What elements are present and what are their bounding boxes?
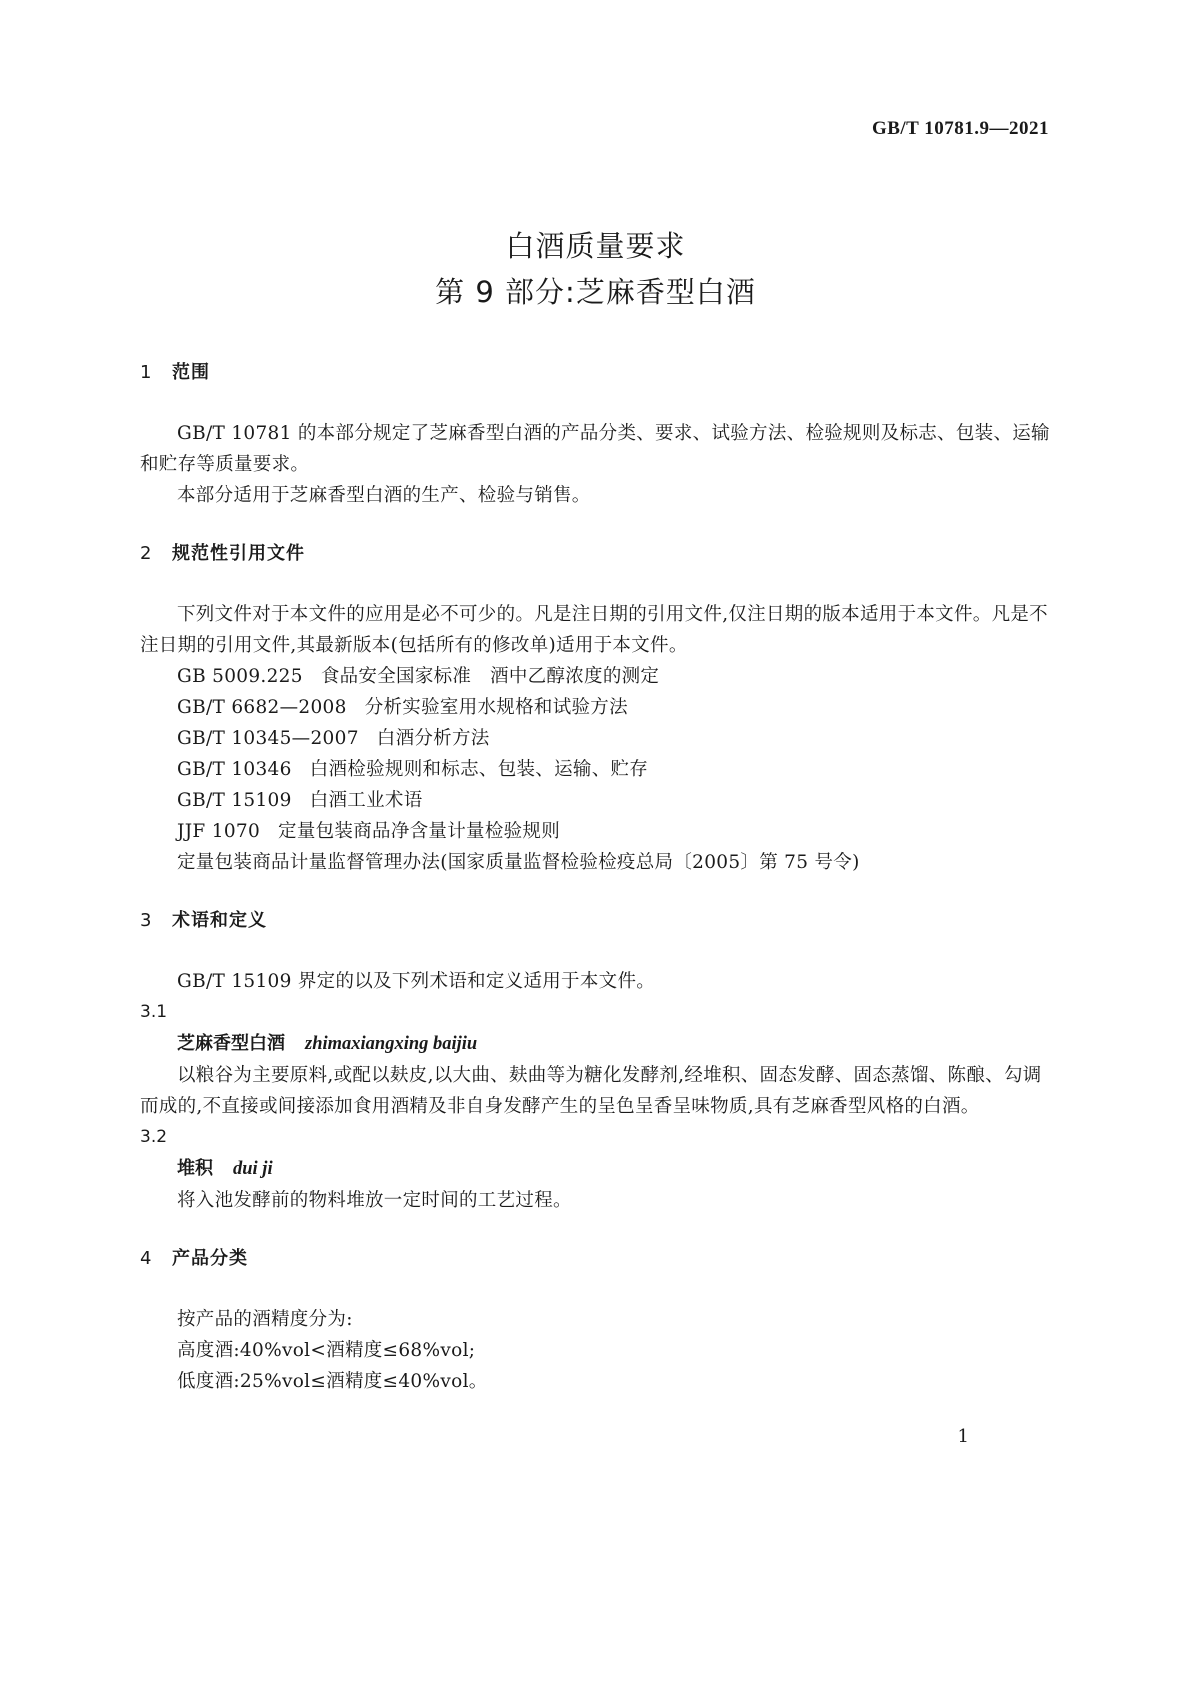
- section-heading-references: [140, 539, 1055, 565]
- classification-line: 按产品的酒精度分为:: [177, 1309, 353, 1330]
- document-body: [140, 358, 1055, 1397]
- term-heading: 堆积 dui ji: [177, 1158, 273, 1179]
- term-definition: 以粮谷为主要原料,或配以麸皮,以大曲、麸曲等为糖化发酵剂,经堆积、固态发酵、固态蒸馏、陈酿、勾调而成的,不直接或间接添加食用酒精及非自身发酵产生的呈色呈香呈味物质,具有芝麻香型风格的白酒。: [140, 1065, 1042, 1117]
- term-number: 3.1: [140, 1002, 168, 1022]
- section-title: 产品分类: [172, 1248, 248, 1269]
- reference-item: GB/T 6682—2008 分析实验室用水规格和试验方法: [177, 697, 628, 718]
- section-number: 2: [140, 543, 153, 564]
- document-title: 白酒质量要求: [505, 229, 686, 263]
- section-heading-scope: [140, 358, 1055, 384]
- scope-applicability: 本部分适用于芝麻香型白酒的生产、检验与销售。: [177, 485, 591, 506]
- section-title: 术语和定义: [172, 910, 267, 931]
- terms-intro: GB/T 15109 界定的以及下列术语和定义适用于本文件。: [177, 971, 656, 992]
- section-number: 4: [140, 1248, 153, 1269]
- scope-paragraph: GB/T 10781 的本部分规定了芝麻香型白酒的产品分类、要求、试验方法、检验规则及标志、包装、运输和贮存等质量要求。: [140, 423, 1050, 475]
- term-heading: 芝麻香型白酒 zhimaxiangxing baijiu: [177, 1033, 478, 1054]
- section-title: 规范性引用文件: [172, 543, 305, 564]
- reference-item: GB/T 15109 白酒工业术语: [177, 790, 423, 811]
- reference-item: GB/T 10345—2007 白酒分析方法: [177, 728, 490, 749]
- section-number: 3: [140, 910, 153, 931]
- section-number: 1: [140, 362, 153, 383]
- section-heading-terms: [140, 906, 1055, 932]
- section-heading-classification: [140, 1244, 1055, 1270]
- document-subtitle: 第 9 部分:芝麻香型白酒: [435, 275, 756, 309]
- term-definition: 将入池发酵前的物料堆放一定时间的工艺过程。: [177, 1190, 572, 1211]
- section-title: 范围: [172, 362, 210, 383]
- standard-code: GB/T 10781.9—2021: [871, 118, 1049, 139]
- classification-line: 低度酒:25%vol≤酒精度≤40%vol。: [177, 1371, 488, 1392]
- page-number: 1: [957, 1426, 969, 1447]
- classification-line: 高度酒:40%vol<酒精度≤68%vol;: [177, 1340, 476, 1361]
- term-number: 3.2: [140, 1127, 168, 1147]
- reference-item-regulation: 定量包装商品计量监督管理办法(国家质量监督检验检疫总局〔2005〕第 75 号令): [177, 852, 860, 873]
- reference-item: JJF 1070 定量包装商品净含量计量检验规则: [177, 821, 561, 842]
- reference-item: GB/T 10346 白酒检验规则和标志、包装、运输、贮存: [177, 759, 649, 780]
- references-intro: 下列文件对于本文件的应用是必不可少的。凡是注日期的引用文件,仅注日期的版本适用于本文件。凡是不注日期的引用文件,其最新版本(包括所有的修改单)适用于本文件。: [140, 604, 1048, 656]
- reference-item: GB 5009.225 食品安全国家标准 酒中乙醇浓度的测定: [177, 666, 660, 687]
